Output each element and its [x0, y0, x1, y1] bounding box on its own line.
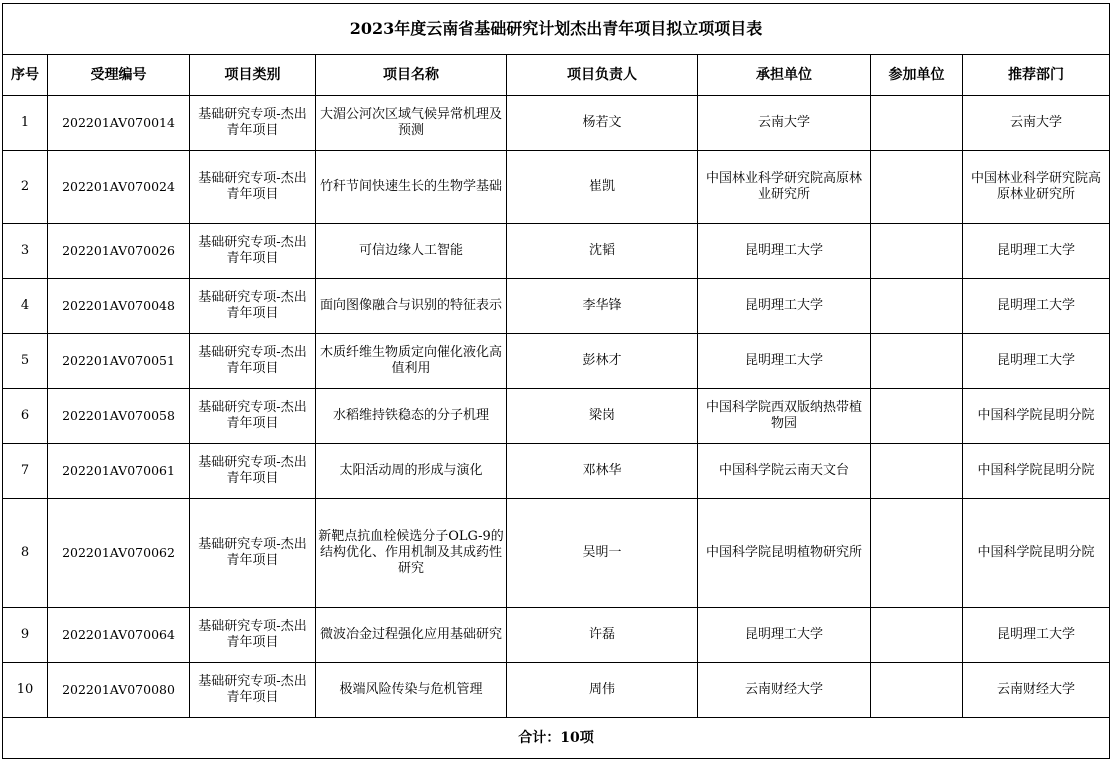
header-seq[interactable]: 序号 — [3, 55, 48, 96]
cell-unit[interactable]: 昆明理工大学 — [698, 279, 871, 334]
cell-name[interactable]: 微波冶金过程强化应用基础研究 — [316, 608, 507, 663]
table-row — [3, 444, 1110, 499]
table-row — [3, 279, 1110, 334]
cell-unit[interactable]: 云南大学 — [698, 96, 871, 151]
cell-unit[interactable]: 中国科学院西双版纳热带植物园 — [698, 389, 871, 444]
cell-dept[interactable]: 昆明理工大学 — [963, 279, 1110, 334]
cell-partner[interactable] — [871, 334, 963, 389]
cell-partner[interactable] — [871, 389, 963, 444]
cell-partner[interactable] — [871, 499, 963, 608]
cell-seq[interactable]: 8 — [3, 499, 48, 608]
cell-seq[interactable]: 10 — [3, 663, 48, 718]
header-row — [3, 55, 1110, 96]
cell-type[interactable]: 基础研究专项-杰出青年项目 — [190, 608, 316, 663]
cell-name[interactable]: 面向图像融合与识别的特征表示 — [316, 279, 507, 334]
cell-type[interactable]: 基础研究专项-杰出青年项目 — [190, 334, 316, 389]
cell-name[interactable]: 新靶点抗血栓候选分子OLG-9的结构优化、作用机制及其成药性研究 — [316, 499, 507, 608]
cell-seq[interactable]: 5 — [3, 334, 48, 389]
header-unit[interactable]: 承担单位 — [698, 55, 871, 96]
cell-type[interactable]: 基础研究专项-杰出青年项目 — [190, 224, 316, 279]
cell-type[interactable]: 基础研究专项-杰出青年项目 — [190, 663, 316, 718]
cell-leader[interactable]: 吴明一 — [507, 499, 698, 608]
cell-dept[interactable]: 云南财经大学 — [963, 663, 1110, 718]
cell-code[interactable]: 202201AV070048 — [48, 279, 190, 334]
cell-leader[interactable]: 崔凯 — [507, 151, 698, 224]
cell-dept[interactable]: 中国科学院昆明分院 — [963, 444, 1110, 499]
cell-seq[interactable]: 3 — [3, 224, 48, 279]
table-row — [3, 224, 1110, 279]
cell-code[interactable]: 202201AV070062 — [48, 499, 190, 608]
header-dept[interactable]: 推荐部门 — [963, 55, 1110, 96]
cell-name[interactable]: 可信边缘人工智能 — [316, 224, 507, 279]
table-row — [3, 499, 1110, 608]
cell-leader[interactable]: 邓林华 — [507, 444, 698, 499]
table-row — [3, 608, 1110, 663]
cell-dept[interactable]: 中国科学院昆明分院 — [963, 389, 1110, 444]
cell-dept[interactable]: 中国林业科学研究院高原林业研究所 — [963, 151, 1110, 224]
cell-dept[interactable]: 昆明理工大学 — [963, 224, 1110, 279]
cell-leader[interactable]: 许磊 — [507, 608, 698, 663]
cell-leader[interactable]: 杨若文 — [507, 96, 698, 151]
cell-unit[interactable]: 昆明理工大学 — [698, 334, 871, 389]
cell-code[interactable]: 202201AV070080 — [48, 663, 190, 718]
cell-dept[interactable]: 昆明理工大学 — [963, 334, 1110, 389]
cell-partner[interactable] — [871, 608, 963, 663]
cell-leader[interactable]: 梁岗 — [507, 389, 698, 444]
cell-dept[interactable]: 昆明理工大学 — [963, 608, 1110, 663]
cell-partner[interactable] — [871, 279, 963, 334]
cell-seq[interactable]: 4 — [3, 279, 48, 334]
table-row — [3, 151, 1110, 224]
cell-seq[interactable]: 6 — [3, 389, 48, 444]
table-row — [3, 334, 1110, 389]
cell-type[interactable]: 基础研究专项-杰出青年项目 — [190, 389, 316, 444]
header-code[interactable]: 受理编号 — [48, 55, 190, 96]
cell-type[interactable]: 基础研究专项-杰出青年项目 — [190, 96, 316, 151]
cell-seq[interactable]: 9 — [3, 608, 48, 663]
cell-code[interactable]: 202201AV070014 — [48, 96, 190, 151]
cell-leader[interactable]: 沈韬 — [507, 224, 698, 279]
total-row — [3, 718, 1110, 759]
cell-code[interactable]: 202201AV070064 — [48, 608, 190, 663]
cell-leader[interactable]: 李华锋 — [507, 279, 698, 334]
cell-seq[interactable]: 2 — [3, 151, 48, 224]
cell-partner[interactable] — [871, 96, 963, 151]
cell-code[interactable]: 202201AV070061 — [48, 444, 190, 499]
cell-dept[interactable]: 云南大学 — [963, 96, 1110, 151]
cell-dept[interactable]: 中国科学院昆明分院 — [963, 499, 1110, 608]
cell-type[interactable]: 基础研究专项-杰出青年项目 — [190, 279, 316, 334]
cell-unit[interactable]: 中国科学院昆明植物研究所 — [698, 499, 871, 608]
cell-name[interactable]: 竹秆节间快速生长的生物学基础 — [316, 151, 507, 224]
cell-partner[interactable] — [871, 663, 963, 718]
header-name[interactable]: 项目名称 — [316, 55, 507, 96]
cell-code[interactable]: 202201AV070024 — [48, 151, 190, 224]
header-type[interactable]: 项目类别 — [190, 55, 316, 96]
cell-seq[interactable]: 7 — [3, 444, 48, 499]
cell-name[interactable]: 大湄公河次区域气候异常机理及预测 — [316, 96, 507, 151]
total-cell[interactable]: 合计：10项 — [3, 718, 1110, 759]
cell-partner[interactable] — [871, 444, 963, 499]
title-row — [3, 4, 1110, 55]
cell-name[interactable]: 水稻维持铁稳态的分子机理 — [316, 389, 507, 444]
cell-unit[interactable]: 昆明理工大学 — [698, 224, 871, 279]
cell-type[interactable]: 基础研究专项-杰出青年项目 — [190, 444, 316, 499]
cell-leader[interactable]: 周伟 — [507, 663, 698, 718]
cell-seq[interactable]: 1 — [3, 96, 48, 151]
cell-unit[interactable]: 云南财经大学 — [698, 663, 871, 718]
cell-code[interactable]: 202201AV070051 — [48, 334, 190, 389]
table-row — [3, 663, 1110, 718]
cell-leader[interactable]: 彭林才 — [507, 334, 698, 389]
cell-partner[interactable] — [871, 224, 963, 279]
cell-name[interactable]: 极端风险传染与危机管理 — [316, 663, 507, 718]
cell-unit[interactable]: 中国科学院云南天文台 — [698, 444, 871, 499]
cell-unit[interactable]: 昆明理工大学 — [698, 608, 871, 663]
table-title[interactable]: 2023年度云南省基础研究计划杰出青年项目拟立项项目表 — [3, 4, 1110, 55]
header-partner[interactable]: 参加单位 — [871, 55, 963, 96]
cell-code[interactable]: 202201AV070058 — [48, 389, 190, 444]
cell-unit[interactable]: 中国林业科学研究院高原林业研究所 — [698, 151, 871, 224]
cell-code[interactable]: 202201AV070026 — [48, 224, 190, 279]
table-row — [3, 96, 1110, 151]
cell-type[interactable]: 基础研究专项-杰出青年项目 — [190, 151, 316, 224]
cell-name[interactable]: 木质纤维生物质定向催化液化高值利用 — [316, 334, 507, 389]
project-table — [2, 3, 1110, 759]
table-row — [3, 389, 1110, 444]
cell-partner[interactable] — [871, 151, 963, 224]
cell-type[interactable]: 基础研究专项-杰出青年项目 — [190, 499, 316, 608]
cell-name[interactable]: 太阳活动周的形成与演化 — [316, 444, 507, 499]
header-leader[interactable]: 项目负责人 — [507, 55, 698, 96]
